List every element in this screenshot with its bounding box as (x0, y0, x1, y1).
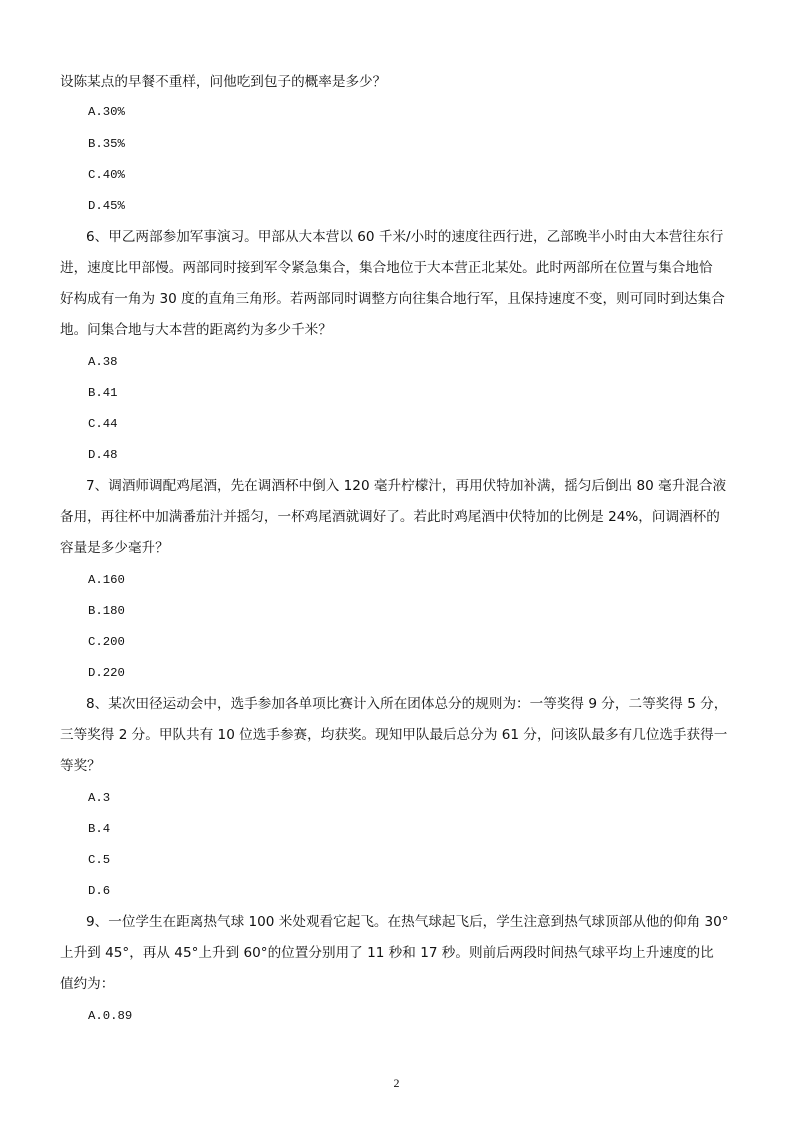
question-9-line-3: 值约为： (60, 976, 115, 992)
question-7-line-1: 7、调酒师调配鸡尾酒，先在调酒杯中倒入 120 毫升柠檬汁，再用伏特加补满，摇匀后倒出 80 毫升混合液 (86, 478, 727, 494)
q7-option-a: A.160 (88, 573, 125, 587)
q7-option-b: B.180 (88, 604, 125, 618)
page-number: 2 (393, 1076, 400, 1090)
q6-option-d: D.48 (88, 448, 118, 462)
question-7-line-3: 容量是多少毫升？ (60, 540, 169, 556)
question-8-line-1: 8、某次田径运动会中，选手参加各单项比赛计入所在团体总分的规则为：一等奖得 9 分，二等奖得 5 分， (86, 696, 728, 712)
q8-option-d: D.6 (88, 884, 111, 898)
q6-option-c: C.44 (88, 417, 118, 431)
question-9-line-1: 9、一位学生在距离热气球 100 米处观看它起飞。在热气球起飞后，学生注意到热气球顶部从他的仰角 30° (86, 914, 729, 930)
q7-option-d: D.220 (88, 666, 125, 680)
q8-option-c: C.5 (88, 853, 111, 867)
question-8-line-3: 等奖？ (60, 758, 101, 774)
q5-option-a: A.30% (88, 105, 125, 119)
question-6-line-1: 6、甲乙两部参加军事演习。甲部从大本营以 60 千米/小时的速度往西行进，乙部晚半小时由大本营往东行 (86, 229, 724, 245)
q5-option-d: D.45% (88, 199, 125, 213)
q8-option-a: A.3 (88, 791, 111, 805)
q8-option-b: B.4 (88, 822, 111, 836)
q7-option-c: C.200 (88, 635, 125, 649)
q6-option-a: A.38 (88, 355, 118, 369)
q9-option-a: A.0.89 (88, 1009, 133, 1023)
question-5-tail: 设陈某点的早餐不重样，问他吃到包子的概率是多少？ (60, 74, 387, 90)
q5-option-b: B.35% (88, 137, 125, 151)
q5-option-c: C.40% (88, 168, 125, 182)
question-6-line-2: 进，速度比甲部慢。两部同时接到军令紧急集合，集合地位于大本营正北某处。此时两部所在位置与集合地恰 (60, 260, 713, 276)
q6-option-b: B.41 (88, 386, 118, 400)
question-6-line-4: 地。问集合地与大本营的距离约为多少千米？ (60, 322, 332, 338)
question-7-line-2: 备用，再往杯中加满番茄汁并摇匀，一杯鸡尾酒就调好了。若此时鸡尾酒中伏特加的比例是 24%，问调酒杯的 (60, 509, 720, 525)
question-6-line-3: 好构成有一角为 30 度的直角三角形。若两部同时调整方向往集合地行军，且保持速度不变，则可同时到达集合 (60, 291, 725, 307)
question-8-line-2: 三等奖得 2 分。甲队共有 10 位选手参赛，均获奖。现知甲队最后总分为 61 分，问该队最多有几位选手获得一 (60, 727, 728, 743)
question-9-line-2: 上升到 45°，再从 45°上升到 60°的位置分别用了 11 秒和 17 秒。则前后两段时间热气球平均上升速度的比 (60, 945, 714, 961)
